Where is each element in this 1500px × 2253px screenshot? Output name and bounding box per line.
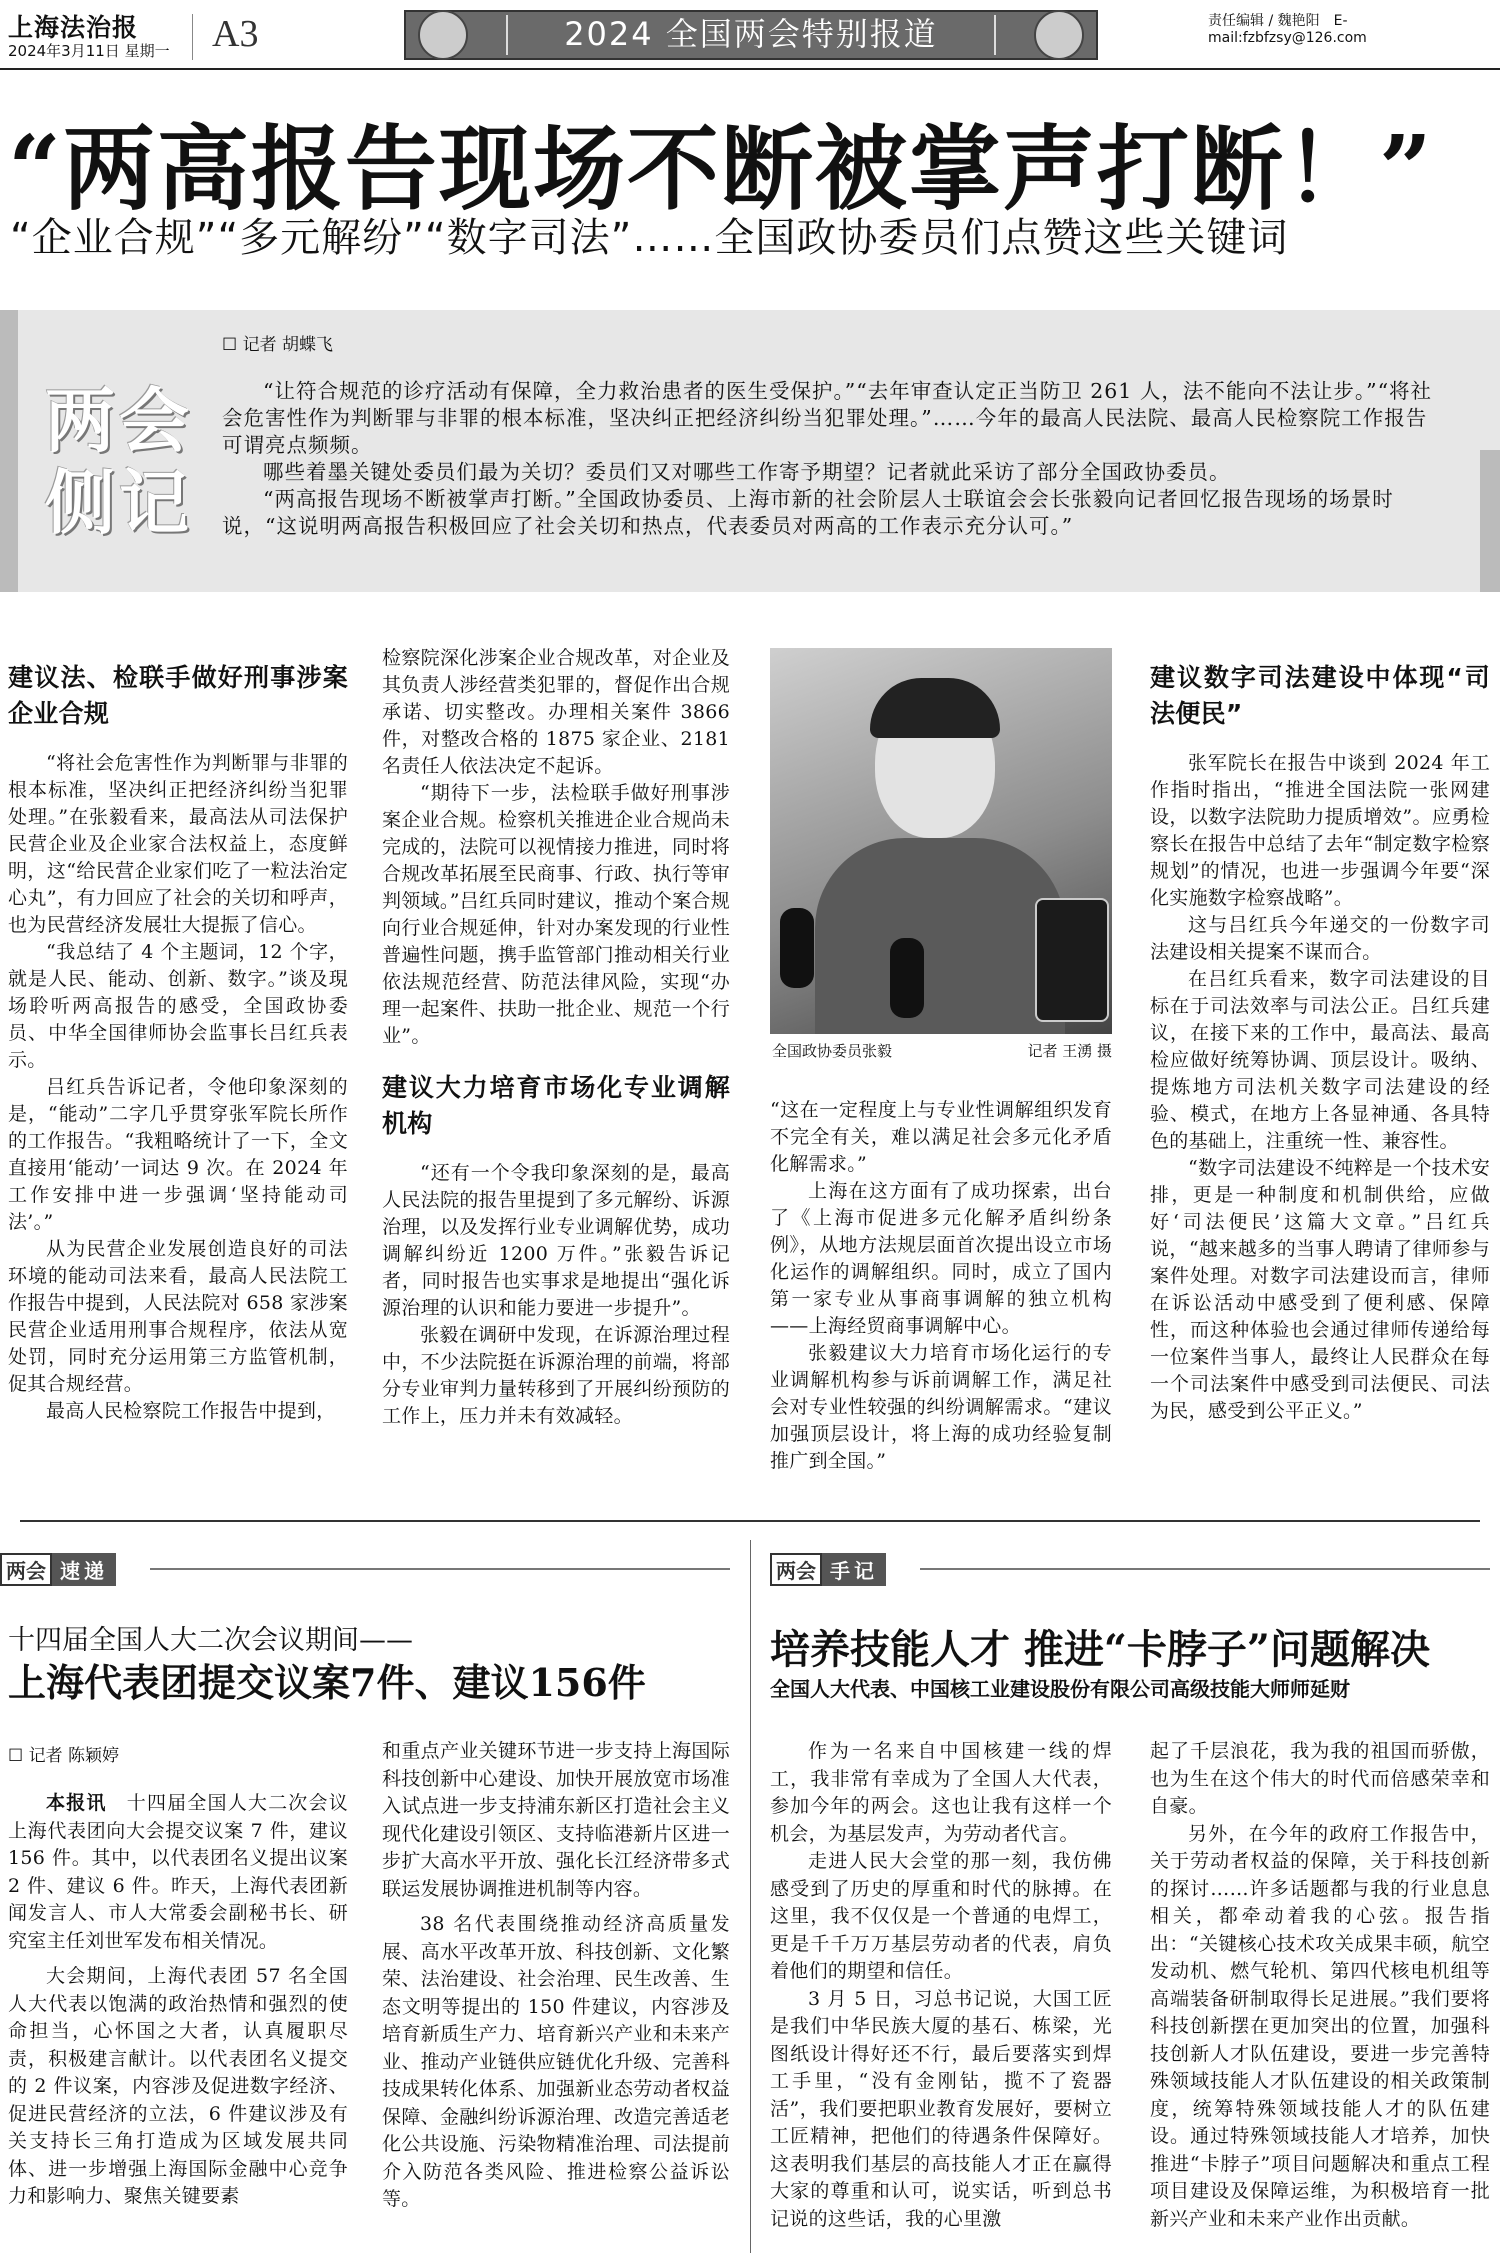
body-paragraph: 上海在这方面有了成功探索，出台了《上海市促进多元化解矛盾纠纷条例》，从地方法规层面首次提出设立市场化运作的调解组织。同时，成立了国内第一家专业从事商事调解的独立机构——上海经贸商事调解中心。 — [770, 1180, 1112, 1337]
story-title: 上海代表团提交议案7件、建议156件 — [8, 1660, 646, 1705]
body-paragraph: 走进人民大会堂的那一刻，我仿佛感受到了历史的厚重和时代的脉搏。在这里，我不仅仅是一个普通的电焊工，更是千千万万基层劳动者的代表，肩负着他们的期望和信任。 — [770, 1850, 1112, 1982]
body-paragraph: 3 月 5 日，习总书记说，大国工匠是我们中华民族大厦的基石、栋梁，光图纸设计得好还不行，最后要落实到焊工手里，“没有金刚钻，揽不了瓷器活”，我们要把职业教育发展好，要树立工匠精神，把他们的待遇条件保障好。这表明我们基层的高技能人才正在赢得大家的尊重和认可，说实话，听到总书记说的这些话，我的心里激 — [770, 1987, 1112, 2230]
editor-credit: 责任编辑 / 魏艳阳 E-mail:fzbfzsy@126.com — [1208, 13, 1367, 46]
microphone-icon — [780, 908, 814, 988]
badge-rule — [920, 1568, 1490, 1570]
photo-subject-body — [815, 838, 1065, 1034]
intro-box-right-bar — [1480, 450, 1500, 592]
page-headline: “两高报告现场不断被掌声打断！” — [8, 115, 1434, 223]
body-paragraph: 吕红兵告诉记者，令他印象深刻的是，“能动”二字几乎贯穿张军院长所作的工作报告。“我粗略统计了一下，全文直接用‘能动’一词达 9 次。在 2024 年工作安排中进一步强调‘坚持能动司法’。” — [8, 1076, 348, 1233]
intro-text — [222, 378, 1440, 540]
body-paragraph: 张毅在调研中发现，在诉源治理过程中，不少法院挺在诉源治理的前端，将部分专业审判力量转移到了开展纠纷预防的工作上，压力并未有效减轻。 — [382, 1324, 730, 1427]
badge-rule — [150, 1568, 730, 1570]
masthead-divider — [192, 14, 193, 60]
body-paragraph: 检察院深化涉案企业合规改革，对企业及其负责人涉经营类犯罪的，督促作出合规承诺、切实整改。办理相关案件 3866 件，对整改合格的 1875 家企业、2181 名责任人依法决定不起诉。 — [382, 647, 730, 777]
body-paragraph: 张军院长在报告中谈到 2024 年工作指时指出，“推进全国法院一张网建设，以数字法院助力提质增效”。应勇检察长在报告中总结了去年“制定数字检察规划”的情况，也进一步强调今年要“深化实施数字检察战略”。 — [1150, 752, 1490, 909]
national-emblem-icon — [418, 10, 468, 60]
body-paragraph: “还有一个令我印象深刻的是，最高人民法院的报告里提到了多元解纷、诉源治理，以及发挥行业专业调解优势，成功调解纠纷近 1200 万件。”张毅告诉记者，同时报告也实事求是地提出“强化诉源治理的认识和能力要进一步提升”。 — [382, 1162, 730, 1319]
badge-label: 手记 — [822, 1553, 886, 1586]
body-paragraph: “数字司法建设不纯粹是一个技术安排，更是一种制度和机制供给，应做好‘司法便民’这篇大文章。”吕红兵说，“越来越多的当事人聘请了律师参与案件处理。对数字司法建设而言，律师在诉讼活动中感受到了便利感、保障性，而这种体验也会通过律师传递给每一位案件当事人，最终让人民群众在每一个司法案件中感受到司法便民、司法为民，感受到公平正义。” — [1150, 1157, 1490, 1422]
intro-paragraph: “让符合规范的诊疗活动有保障，全力救治患者的医生受保护。”“去年审查认定正当防卫 261 人，法不能向不法让步。”“将社会危害性作为判断罪与非罪的根本标准，坚决纠正把经济纠纷当犯罪处理。”……今年的最高人民法院、最高人民检察院工作报告可谓亮点频频。 — [222, 379, 1433, 457]
story2-column-1 — [8, 1790, 348, 2211]
phone-icon — [1035, 898, 1109, 1022]
masthead-rule — [0, 68, 1500, 70]
lead-tag: 本报讯 — [46, 1792, 107, 1814]
story2-column-2 — [382, 1738, 730, 2214]
microphone-icon — [890, 938, 924, 1018]
article-column-3 — [770, 1097, 1112, 1475]
newspaper-name: 上海法治报 — [8, 13, 139, 42]
court-emblem-icon — [1034, 10, 1084, 60]
body-paragraph: 最高人民检察院工作报告中提到， — [46, 1400, 336, 1422]
body-paragraph: 38 名代表围绕推动经济高质量发展、高水平改革开放、科技创新、文化繁荣、法治建设、社会治理、民生改善、生态文明等提出的 150 件建议，内容涉及培育新质生产力、培育新兴产业和未来产业、推动产业链供应链优化升级、完善科技成果转化体系、加强新业态劳动者权益保障、金融纠纷诉源治理、改造完善适老化公共设施、污染物精准治理、司法提前介入防范各类风险、推进检察公益诉讼等。 — [382, 1913, 730, 2210]
photo-subject-hair — [870, 678, 1000, 738]
article-column-1 — [8, 658, 348, 1425]
column-heading: 建议法、检联手做好刑事涉案企业合规 — [8, 663, 348, 728]
body-paragraph: 张毅建议大力培育市场化运行的专业调解机构参与诉前调解工作，满足社会对专业性较强的纠纷调解需求。“建议加强顶层设计，将上海的成功经验复制推广到全国。” — [770, 1342, 1112, 1472]
body-paragraph: 另外，在今年的政府工作报告中，关于劳动者权益的保障，关于科技创新的探讨……许多话题都与我的行业息息相关，都牵动着我的心弦。报告指出：“关键核心技术攻关成果丰硕，航空发动机、燃气轮机、第四代核电机组等高端装备研制取得长足进展。”我们要将科技创新摆在更加突出的位置，加强科技创新人才队伍建设，要进一步完善特殊领域技能人才队伍建设的相关政策制度，统筹特殊领域技能人才的队伍建设。通过特殊领域技能人才培养，加快推进“卡脖子”项目问题解决和重点工程项目建设及保障运维，为积极培育一批新兴产业和未来产业作出贡献。 — [1150, 1822, 1490, 2230]
page-subheadline: “企业合规”“多元解纷”“数字司法”……全国政协委员们点赞这些关键词 — [10, 215, 1289, 261]
badge-label: 两会 — [770, 1553, 822, 1586]
story-tag-badge — [0, 1553, 116, 1586]
section-divider — [20, 1520, 1480, 1522]
article-column-4 — [1150, 658, 1490, 1425]
story-title: 培养技能人才 推进“卡脖子”问题解决 — [770, 1626, 1430, 1673]
story-tag-badge — [770, 1553, 886, 1586]
intro-paragraph: 哪些着墨关键处委员们最为关切？委员们又对哪些工作寄予期望？记者就此采访了部分全国政协委员。 — [263, 460, 1231, 484]
reporter-byline: ☐ 记者 胡蝶飞 — [222, 335, 334, 355]
body-paragraph: “我总结了 4 个主题词，12 个字，就是人民、能动、创新、数字。”谈及現场聆听两高报告的感受，全国政协委员、中华全国律师协会监事长吕红兵表示。 — [8, 941, 348, 1071]
article-column-2 — [382, 645, 730, 1430]
photo-caption — [772, 1040, 1112, 1061]
banner-title: 2024 全国两会特别报道 — [506, 15, 996, 55]
body-paragraph: 作为一名来自中国核建一线的焊工，我非常有幸成为了全国人大代表，参加今年的两会。这也让我有这样一个机会，为基层发声，为劳动者代言。 — [770, 1740, 1112, 1845]
body-text: 十四届全国人大二次会议上海代表团向大会提交议案 7 件，建议 156 件。其中，以代表团名义提出议案 2 件、建议 6 件。昨天，上海代表团新闻发言人、市人大常委会副秘书长、研究室主任刘世军发布相关情况。 — [8, 1792, 348, 1952]
body-paragraph: 这与吕红兵今年递交的一份数字司法建设相关提案不谋而合。 — [1150, 914, 1490, 963]
body-paragraph — [8, 1790, 348, 1955]
interview-photo — [770, 648, 1112, 1034]
body-paragraph: 大会期间，上海代表团 57 名全国人大代表以饱满的政治热情和强烈的使命担当，心怀国之大者，认真履职尽责，积极建言献计。以代表团名义提交的 2 件议案，内容涉及促进数字经济、促进民营经济的立法，6 件建议涉及有关支持长三角打造成为区域发展共同体、进一步增强上海国际金融中心竞争力和影响力、聚焦关键要素 — [8, 1965, 348, 2207]
badge-label: 速递 — [52, 1553, 116, 1586]
intro-box-left-bar — [0, 310, 18, 592]
body-paragraph: “这在一定程度上与专业性调解组织发育不完全有关，难以满足社会多元化矛盾化解需求。” — [770, 1099, 1112, 1175]
body-paragraph: 在吕红兵看来，数字司法建设的目标在于司法效率与司法公正。吕红兵建议，在接下来的工作中，最高法、最高检应做好统筹协调、顶层设计。吸纳、提炼地方司法机关数字司法建设的经验、模式，在地方上各显神通、各具特色的基础上，注重统一性、兼容性。 — [1150, 968, 1490, 1152]
body-paragraph: “期待下一步，法检联手做好刑事涉案企业合规。检察机关推进企业合规尚未完成的，法院可以视情接力推进，同时将合规改革拓展至民商事、行政、执行等审判领域。”吕红兵同时建议，推动个案合规向行业合规延伸，针对办案发现的行业性普遍性问题，携手监管部门推动相关行业依法规范经营、防范法律风险，实现“办理一起案件、扶助一批企业、规范一个行业”。 — [382, 782, 730, 1047]
story3-column-2 — [1150, 1738, 1490, 2233]
body-paragraph: 和重点产业关键环节进一步支持上海国际科技创新中心建设、加快开展放宽市场准入试点进一步支持浦东新区打造社会主义现代化建设引领区、支持临港新片区进一步扩大高水平开放、强化长江经济带多式联运发展协调推进机制等内容。 — [382, 1740, 730, 1900]
story-subtitle: 全国人大代表、中国核工业建设股份有限公司高级技能大师师延财 — [770, 1677, 1350, 1701]
body-paragraph: 起了千层浪花，我为我的祖国而骄傲，也为生在这个伟大的时代而倍感荣幸和自豪。 — [1150, 1740, 1490, 1817]
body-paragraph: 从为民营企业发展创造良好的司法环境的能动司法来看，最高人民法院工作报告中提到，人民法院对 658 家涉案民营企业适用刑事合规程序，依法从宽处罚，同时充分运用第三方监管机制，促其合规经营。 — [8, 1238, 348, 1395]
photo-caption-credit: 记者 王湧 摄 — [1027, 1042, 1112, 1060]
page-number: A3 — [212, 13, 259, 55]
column-heading: 建议数字司法建设中体现“司法便民” — [1150, 663, 1490, 728]
section-tag: 两会侧记 — [45, 380, 193, 544]
issue-date: 2024年3月11日 星期一 — [8, 42, 170, 60]
badge-label: 两会 — [0, 1553, 52, 1586]
photo-caption-subject: 全国政协委员张毅 — [772, 1042, 893, 1060]
story3-column-1 — [770, 1738, 1112, 2233]
body-paragraph: “将社会危害性作为判断罪与非罪的根本标准，坚决纠正把经济纠纷当犯罪处理。”在张毅看来，最高法从司法保护民营企业及企业家合法权益上，态度鲜明，这“给民营企业家们吃了一粒法治定心丸”，有力回应了社会的关切和呼声，也为民营经济发展壮大提振了信心。 — [8, 752, 348, 936]
column-divider — [750, 1540, 751, 2253]
column-heading: 建议大力培育市场化专业调解机构 — [382, 1073, 730, 1138]
reporter-byline: ☐ 记者 陈颖婷 — [8, 1746, 120, 1766]
intro-paragraph: “两高报告现场不断被掌声打断。”全国政协委员、上海市新的社会阶层人士联谊会会长张毅向记者回忆报告现场的场景时说，“这说明两高报告积极回应了社会关切和热点，代表委员对两高的工作表示充分认可。” — [222, 487, 1394, 538]
story-kicker: 十四届全国人大二次会议期间—— — [8, 1625, 413, 1656]
special-report-banner — [404, 10, 1098, 60]
